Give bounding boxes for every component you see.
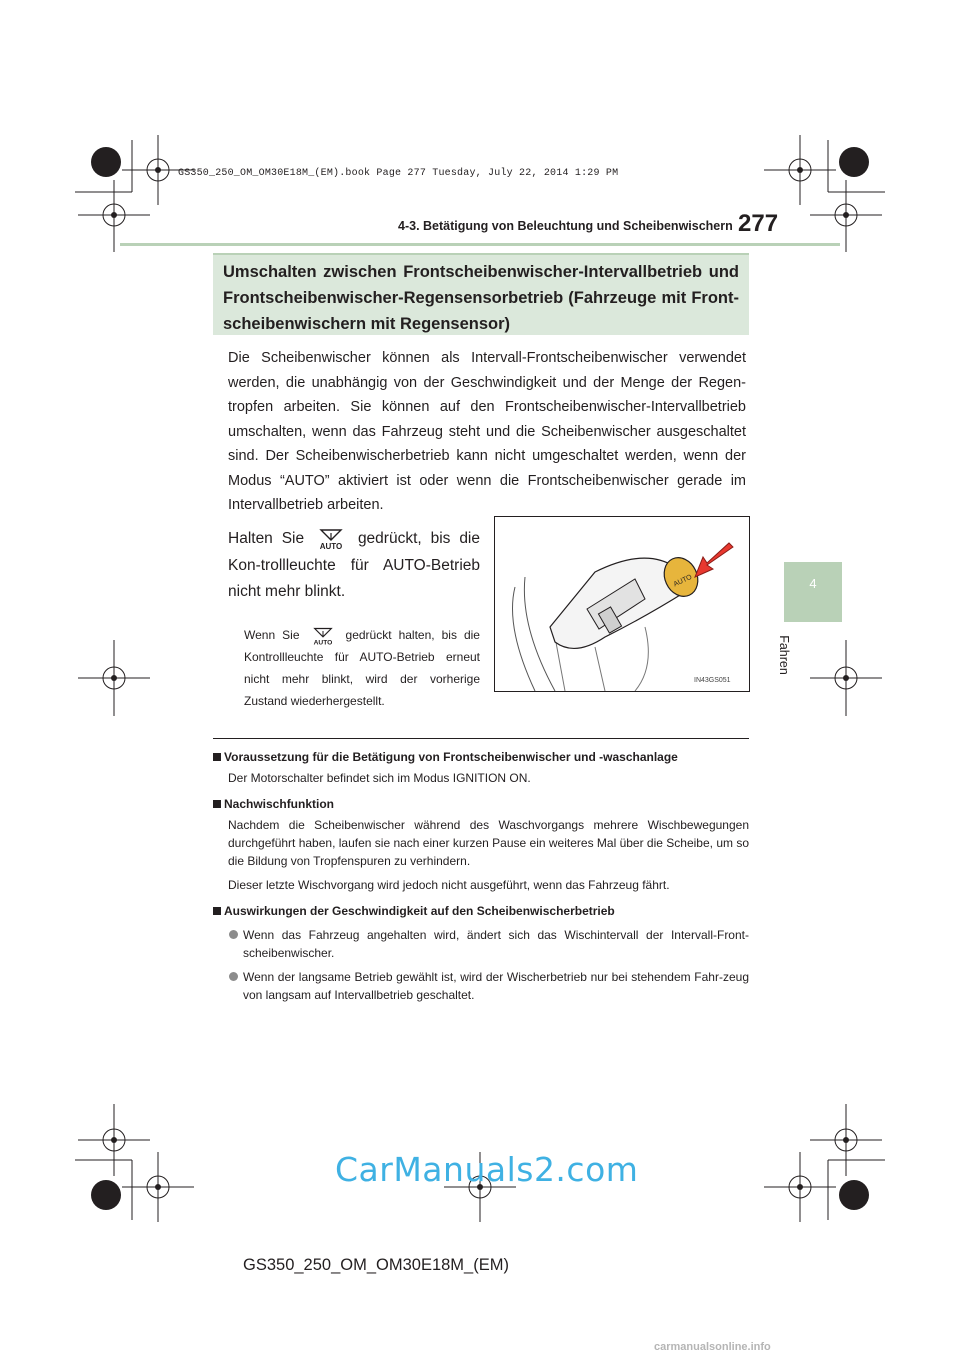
chapter-tab-number: 4: [809, 576, 817, 591]
instruction-text: [228, 526, 480, 606]
watermark-link[interactable]: CarManuals2.com: [335, 1150, 639, 1189]
chapter-tab-label: Fahren: [777, 635, 791, 675]
notes-divider: [213, 738, 749, 739]
note-text: Der Motorschalter befindet sich im Modus IGNITION ON.: [228, 771, 531, 785]
red-arrow-indicator: [695, 543, 733, 577]
wiper-auto-icon-label: AUTO: [313, 639, 332, 646]
note-bullet: Wenn das Fahrzeug angehalten wird, ändert sich das Wischintervall der Intervall-Front-scheibenwischer.: [213, 926, 749, 962]
chapter-tab[interactable]: [784, 562, 842, 622]
instruction-note-start: Wenn Sie: [244, 628, 300, 642]
note-heading: Nachwischfunktion: [213, 795, 749, 813]
wiper-auto-icon: [316, 527, 346, 551]
instruction-note: [244, 624, 480, 712]
wiper-auto-icon-label: AUTO: [319, 541, 343, 551]
auto-knob-label: AUTO: [672, 573, 694, 589]
body-paragraph: Die Scheibenwischer können als Intervall-Frontscheibenwischer verwendet werden, die unabhängig von der Geschwindigkeit und der Menge der Regen-tropfen arbeiten. Sie können auf den Frontscheibenwischer-Intervallbetrieb umschalten, wenn das Fahrzeug steht und die Scheibenwischer ausgeschaltet sind. Der Scheibenwischerbetrieb kann nicht umgeschaltet werden, wenn der Modus “AUTO” aktiviert ist oder wenn die Frontscheibenwischer gerade im Intervallbetrieb arbeiten.: [228, 350, 746, 513]
round-bullet-icon: [229, 972, 238, 981]
instruction-text-end: gedrückt, bis die Kon-trollleuchte für AUTO-Betrieb nicht mehr blinkt.: [228, 530, 480, 600]
book-info-line: GS350_250_OM_OM30E18M_(EM).book Page 277 Tuesday, July 22, 2014 1:29 PM: [178, 168, 619, 179]
wiper-auto-icon: [310, 626, 336, 646]
square-bullet-icon: [213, 800, 221, 808]
footer-code: GS350_250_OM_OM30E18M_(EM): [243, 1256, 509, 1274]
round-bullet-icon: [229, 930, 238, 939]
instruction-text-start: Halten Sie: [228, 530, 305, 547]
square-bullet-icon: [213, 907, 221, 915]
header-rule: [120, 243, 840, 246]
square-bullet-icon: [213, 753, 221, 761]
watermark-footer-link[interactable]: carmanualsonline.info: [654, 1341, 771, 1353]
note-text: Dieser letzte Wischvorgang wird jedoch nicht ausgeführt, wenn das Fahrzeug fährt.: [228, 878, 670, 892]
figure-code: IN43GS051: [694, 677, 731, 684]
section-title: Umschalten zwischen Frontscheibenwischer-Intervallbetrieb und Frontscheibenwischer-Regensensorbetrieb (Fahrzeuge mit Front-scheibenwischern mit Regensensor): [213, 253, 749, 335]
note-bullet: Wenn der langsame Betrieb gewählt ist, wird der Wischerbetrieb nur bei stehendem Fahr-zeug von langsam auf Intervallbetrieb geschaltet.: [213, 968, 749, 1004]
wiper-lever-illustration: [495, 517, 749, 691]
wiper-switch-figure: [494, 516, 750, 692]
note-heading: Auswirkungen der Geschwindigkeit auf den Scheibenwischerbetrieb: [213, 902, 749, 920]
note-heading: Voraussetzung für die Betätigung von Frontscheibenwischer und -waschanlage: [213, 748, 749, 766]
running-header-title: 4-3. Betätigung von Beleuchtung und Scheibenwischern: [398, 219, 733, 233]
notes-section: [213, 748, 749, 1004]
instruction-note-end: gedrückt halten, bis die Kontrollleuchte für AUTO-Betrieb erneut nicht mehr blinkt, wird der vorherige Zustand wiederhergestellt.: [244, 628, 480, 708]
note-text: Nachdem die Scheibenwischer während des Waschvorgangs mehrere Wischbewegungen durchgeführt haben, laufen sie nach einer kurzen Pause ein weiteres Mal über die Scheibe, um so die Bildung von Tropfenspuren zu verhindern.: [228, 818, 749, 868]
page-number: 277: [738, 210, 779, 237]
